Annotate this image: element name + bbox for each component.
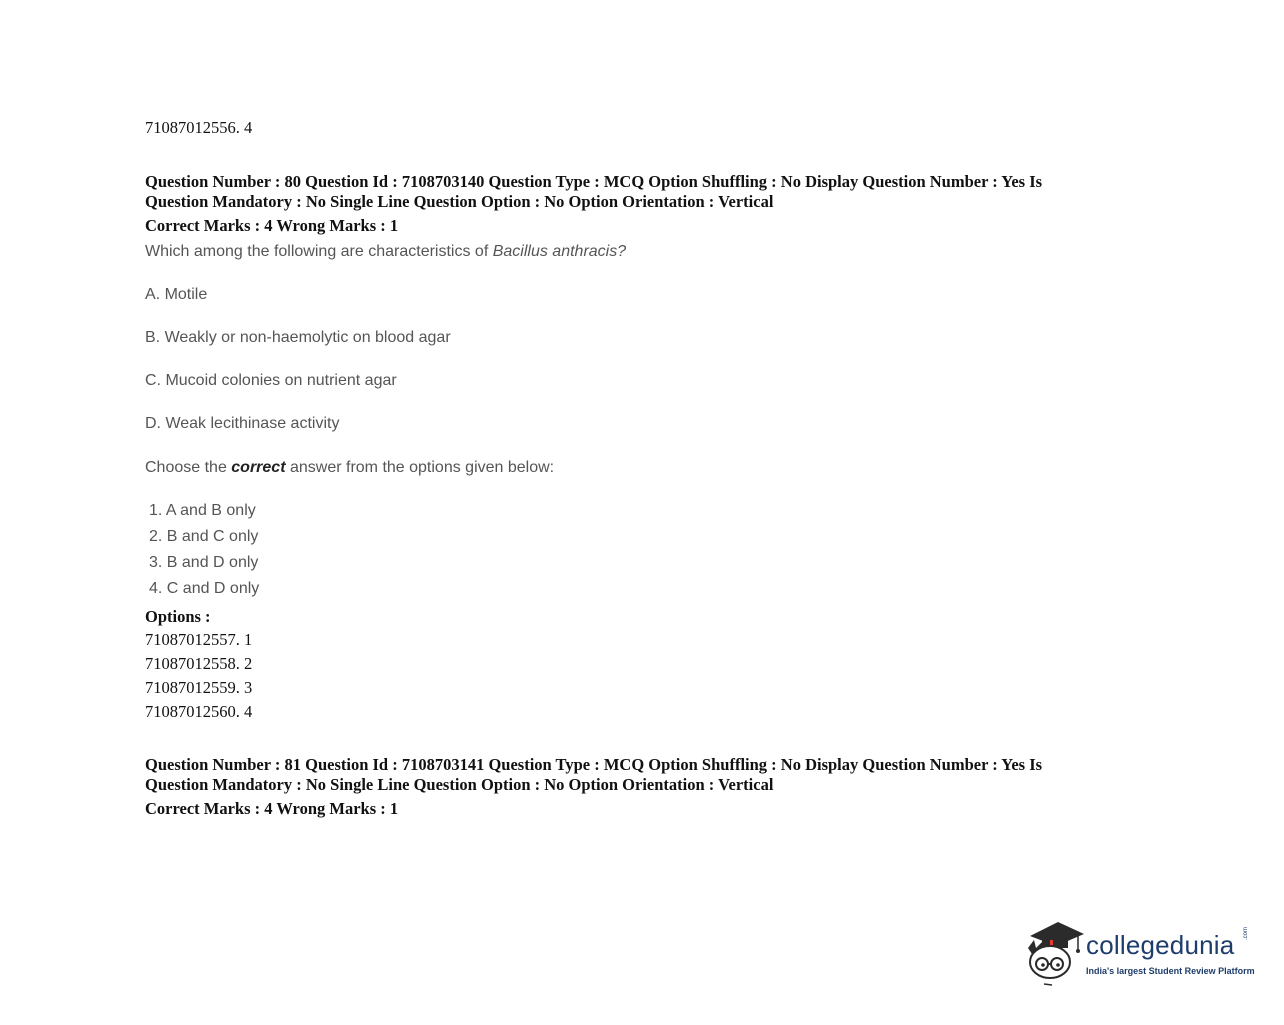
answer-choice-4: 4. C and D only [149,580,260,597]
question-text-prefix: Which among the following are characteristics of [145,243,493,260]
question-81-marks: Correct Marks : 4 Wrong Marks : 1 [145,799,399,818]
logo-wordmark: collegedunia [1086,930,1235,960]
logo-com-suffix: .com [1243,926,1249,940]
question-81-meta-line2: Question Mandatory : No Single Line Question Option : No Option Orientation : Vertical [145,775,774,794]
statement-c: C. Mucoid colonies on nutrient agar [145,372,397,389]
choose-suffix: answer from the options given below: [285,459,555,476]
choose-prefix: Choose the [145,459,232,476]
options-label: Options : [145,607,211,626]
question-text-italic: Bacillus anthracis? [492,243,627,260]
choose-instruction [145,459,554,477]
option-id-2: 71087012558. 2 [145,654,253,673]
question-80-meta [145,172,1125,212]
statement-b: B. Weakly or non-haemolytic on blood agar [145,329,451,346]
student-mascot-icon [1022,918,1086,988]
collegedunia-logo [1022,918,1262,988]
previous-option-id: 71087012556. 4 [145,118,253,137]
answer-choice-2: 2. B and C only [149,528,259,545]
statement-a: A. Motile [145,286,208,303]
option-id-4: 71087012560. 4 [145,702,253,721]
logo-tagline: India's largest Student Review Platform [1086,966,1255,976]
answer-choice-3: 3. B and D only [149,554,259,571]
question-80-marks: Correct Marks : 4 Wrong Marks : 1 [145,216,399,235]
question-80-meta-line2: Question Mandatory : No Single Line Question Option : No Option Orientation : Vertical [145,192,774,211]
statement-d: D. Weak lecithinase activity [145,415,340,432]
answer-choice-1: 1. A and B only [149,502,256,519]
question-81-meta-line1: Question Number : 81 Question Id : 7108703141 Question Type : MCQ Option Shuffling : No Display Question Number : Yes Is [145,755,1043,774]
question-80-meta-line1: Question Number : 80 Question Id : 7108703140 Question Type : MCQ Option Shuffling : No Display Question Number : Yes Is [145,172,1043,191]
question-80-text [145,243,626,261]
option-id-3: 71087012559. 3 [145,678,253,697]
choose-emphasis: correct [231,459,286,476]
question-81-meta [145,755,1125,795]
option-id-1: 71087012557. 1 [145,630,253,649]
